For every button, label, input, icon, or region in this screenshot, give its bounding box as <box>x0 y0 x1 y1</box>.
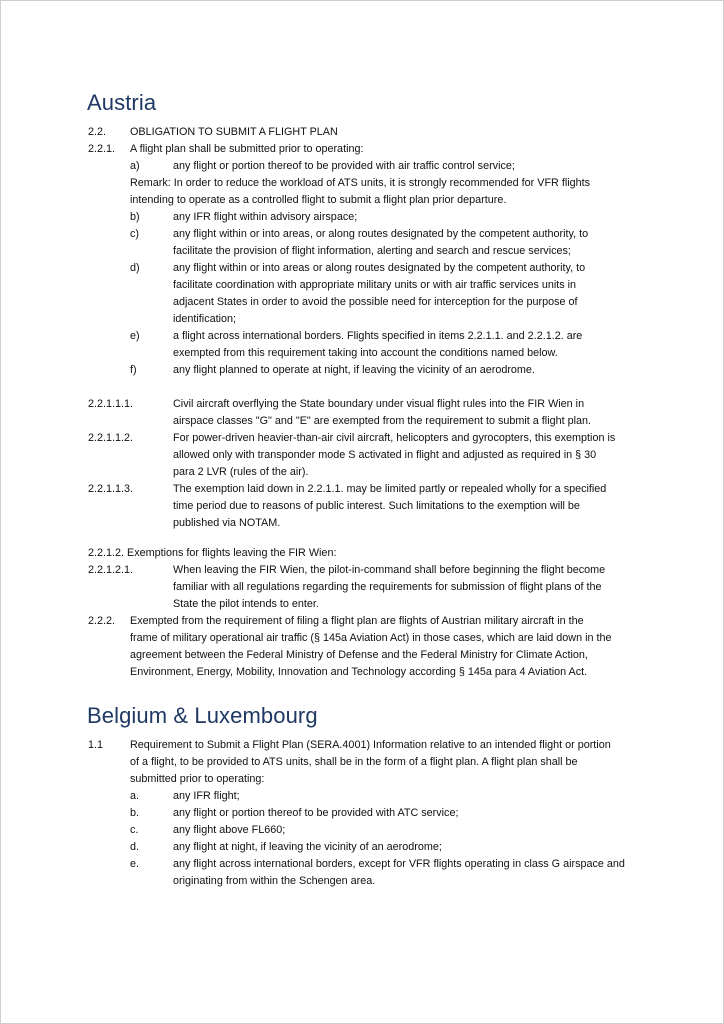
list-item-text: any IFR flight within advisory airspace; <box>173 211 358 223</box>
section-number: 2.2.1. <box>88 143 116 155</box>
section-number: 1.1 <box>88 739 104 751</box>
section-number: 2.2.1.1.3. <box>88 483 134 495</box>
list-item-text: any flight or portion thereof to be provided with ATC service; <box>173 807 459 819</box>
list-item-text: facilitate coordination with appropriate military units or with air traffic services units in <box>173 279 577 291</box>
paragraph-line: For power-driven heavier-than-air civil aircraft, helicopters and gyrocopters, this exemption is <box>173 432 616 444</box>
paragraph-line: A flight plan shall be submitted prior to operating: <box>130 143 364 155</box>
list-item-text: any flight at night, if leaving the vicinity of an aerodrome; <box>173 841 442 853</box>
belgium-luxembourg-heading: Belgium & Luxembourg <box>87 703 318 728</box>
paragraph-line: para 2 LVR (rules of the air). <box>173 466 309 478</box>
list-item-text: originating from within the Schengen area. <box>173 875 376 887</box>
paragraph-line: of a flight, to be provided to ATS units, shall be in the form of a flight plan. A flight plan shall be <box>130 756 578 768</box>
list-item-text: exempted from this requirement taking into account the conditions named below. <box>173 347 558 359</box>
austria-heading: Austria <box>87 90 157 115</box>
list-label: b. <box>130 807 140 819</box>
subsection-heading: 2.2.1.2. Exemptions for flights leaving the FIR Wien: <box>88 547 337 559</box>
paragraph-line: Environment, Energy, Mobility, Innovation and Technology according § 145a para 4 Aviation Act. <box>130 666 588 678</box>
list-label: f) <box>130 364 137 376</box>
list-item-text: facilitate the provision of flight information, alerting and search and rescue services; <box>173 245 571 257</box>
remark-line: intending to operate as a controlled flight to submit a flight plan prior departure. <box>130 194 507 206</box>
list-label: d) <box>130 262 140 274</box>
section-number: 2.2.1.2.1. <box>88 564 134 576</box>
paragraph-line: The exemption laid down in 2.2.1.1. may be limited partly or repealed wholly for a specified <box>173 483 607 495</box>
section-number: 2.2.1.1.2. <box>88 432 134 444</box>
list-label: d. <box>130 841 140 853</box>
paragraph-line: Civil aircraft overflying the State boundary under visual flight rules into the FIR Wien in <box>173 398 585 410</box>
list-label: a) <box>130 160 140 172</box>
list-item-text: any flight or portion thereof to be provided with air traffic control service; <box>173 160 515 172</box>
list-item-text: a flight across international borders. Flights specified in items 2.2.1.1. and 2.2.1.2. are <box>173 330 583 342</box>
list-label: b) <box>130 211 140 223</box>
list-item-text: any flight within or into areas or along routes designated by the competent authority, to <box>173 262 586 274</box>
list-label: a. <box>130 790 140 802</box>
list-item-text: any IFR flight; <box>173 790 240 802</box>
paragraph-line: time period due to reasons of public interest. Such limitations to the exemption will be <box>173 500 580 512</box>
list-label: e. <box>130 858 140 870</box>
list-label: c) <box>130 228 139 240</box>
paragraph-line: Requirement to Submit a Flight Plan (SERA.4001) Information relative to an intended flight or portion <box>130 739 611 751</box>
section-number: 2.2.1.1.1. <box>88 398 134 410</box>
paragraph-line: agreement between the Federal Ministry of Defense and the Federal Ministry for Climate Action, <box>130 649 588 661</box>
remark-line: Remark: In order to reduce the workload of ATS units, it is strongly recommended for VFR flights <box>130 177 591 189</box>
list-item-text: identification; <box>173 313 237 325</box>
list-item-text: any flight planned to operate at night, if leaving the vicinity of an aerodrome. <box>173 364 535 376</box>
paragraph-line: When leaving the FIR Wien, the pilot-in-command shall before beginning the flight become <box>173 564 606 576</box>
paragraph-line: State the pilot intends to enter. <box>173 598 319 610</box>
paragraph-line: submitted prior to operating: <box>130 773 265 785</box>
section-number: 2.2. <box>88 126 107 138</box>
list-label: c. <box>130 824 139 836</box>
paragraph-line: Exempted from the requirement of filing a flight plan are flights of Austrian military aircraft in the <box>130 615 584 627</box>
paragraph-line: allowed only with transponder mode S activated in flight and adjusted as required in § 30 <box>173 449 597 461</box>
section-title: OBLIGATION TO SUBMIT A FLIGHT PLAN <box>130 126 338 138</box>
list-item-text: any flight above FL660; <box>173 824 286 836</box>
paragraph-line: airspace classes "G" and "E" are exempted from the requirement to submit a flight plan. <box>173 415 592 427</box>
list-item-text: any flight within or into areas, or along routes designated by the competent authority, to <box>173 228 589 240</box>
paragraph-line: familiar with all regulations regarding the requirements for submission of flight plans of the <box>173 581 602 593</box>
list-label: e) <box>130 330 140 342</box>
list-item-text: any flight across international borders, except for VFR flights operating in class G airspace and <box>173 858 625 870</box>
list-item-text: adjacent States in order to avoid the possible need for interception for the purpose of <box>173 296 578 308</box>
paragraph-line: published via NOTAM. <box>173 517 281 529</box>
paragraph-line: frame of military operational air traffic (§ 145a Aviation Act) in those cases, which are laid down in the <box>130 632 612 644</box>
section-number: 2.2.2. <box>88 615 116 627</box>
